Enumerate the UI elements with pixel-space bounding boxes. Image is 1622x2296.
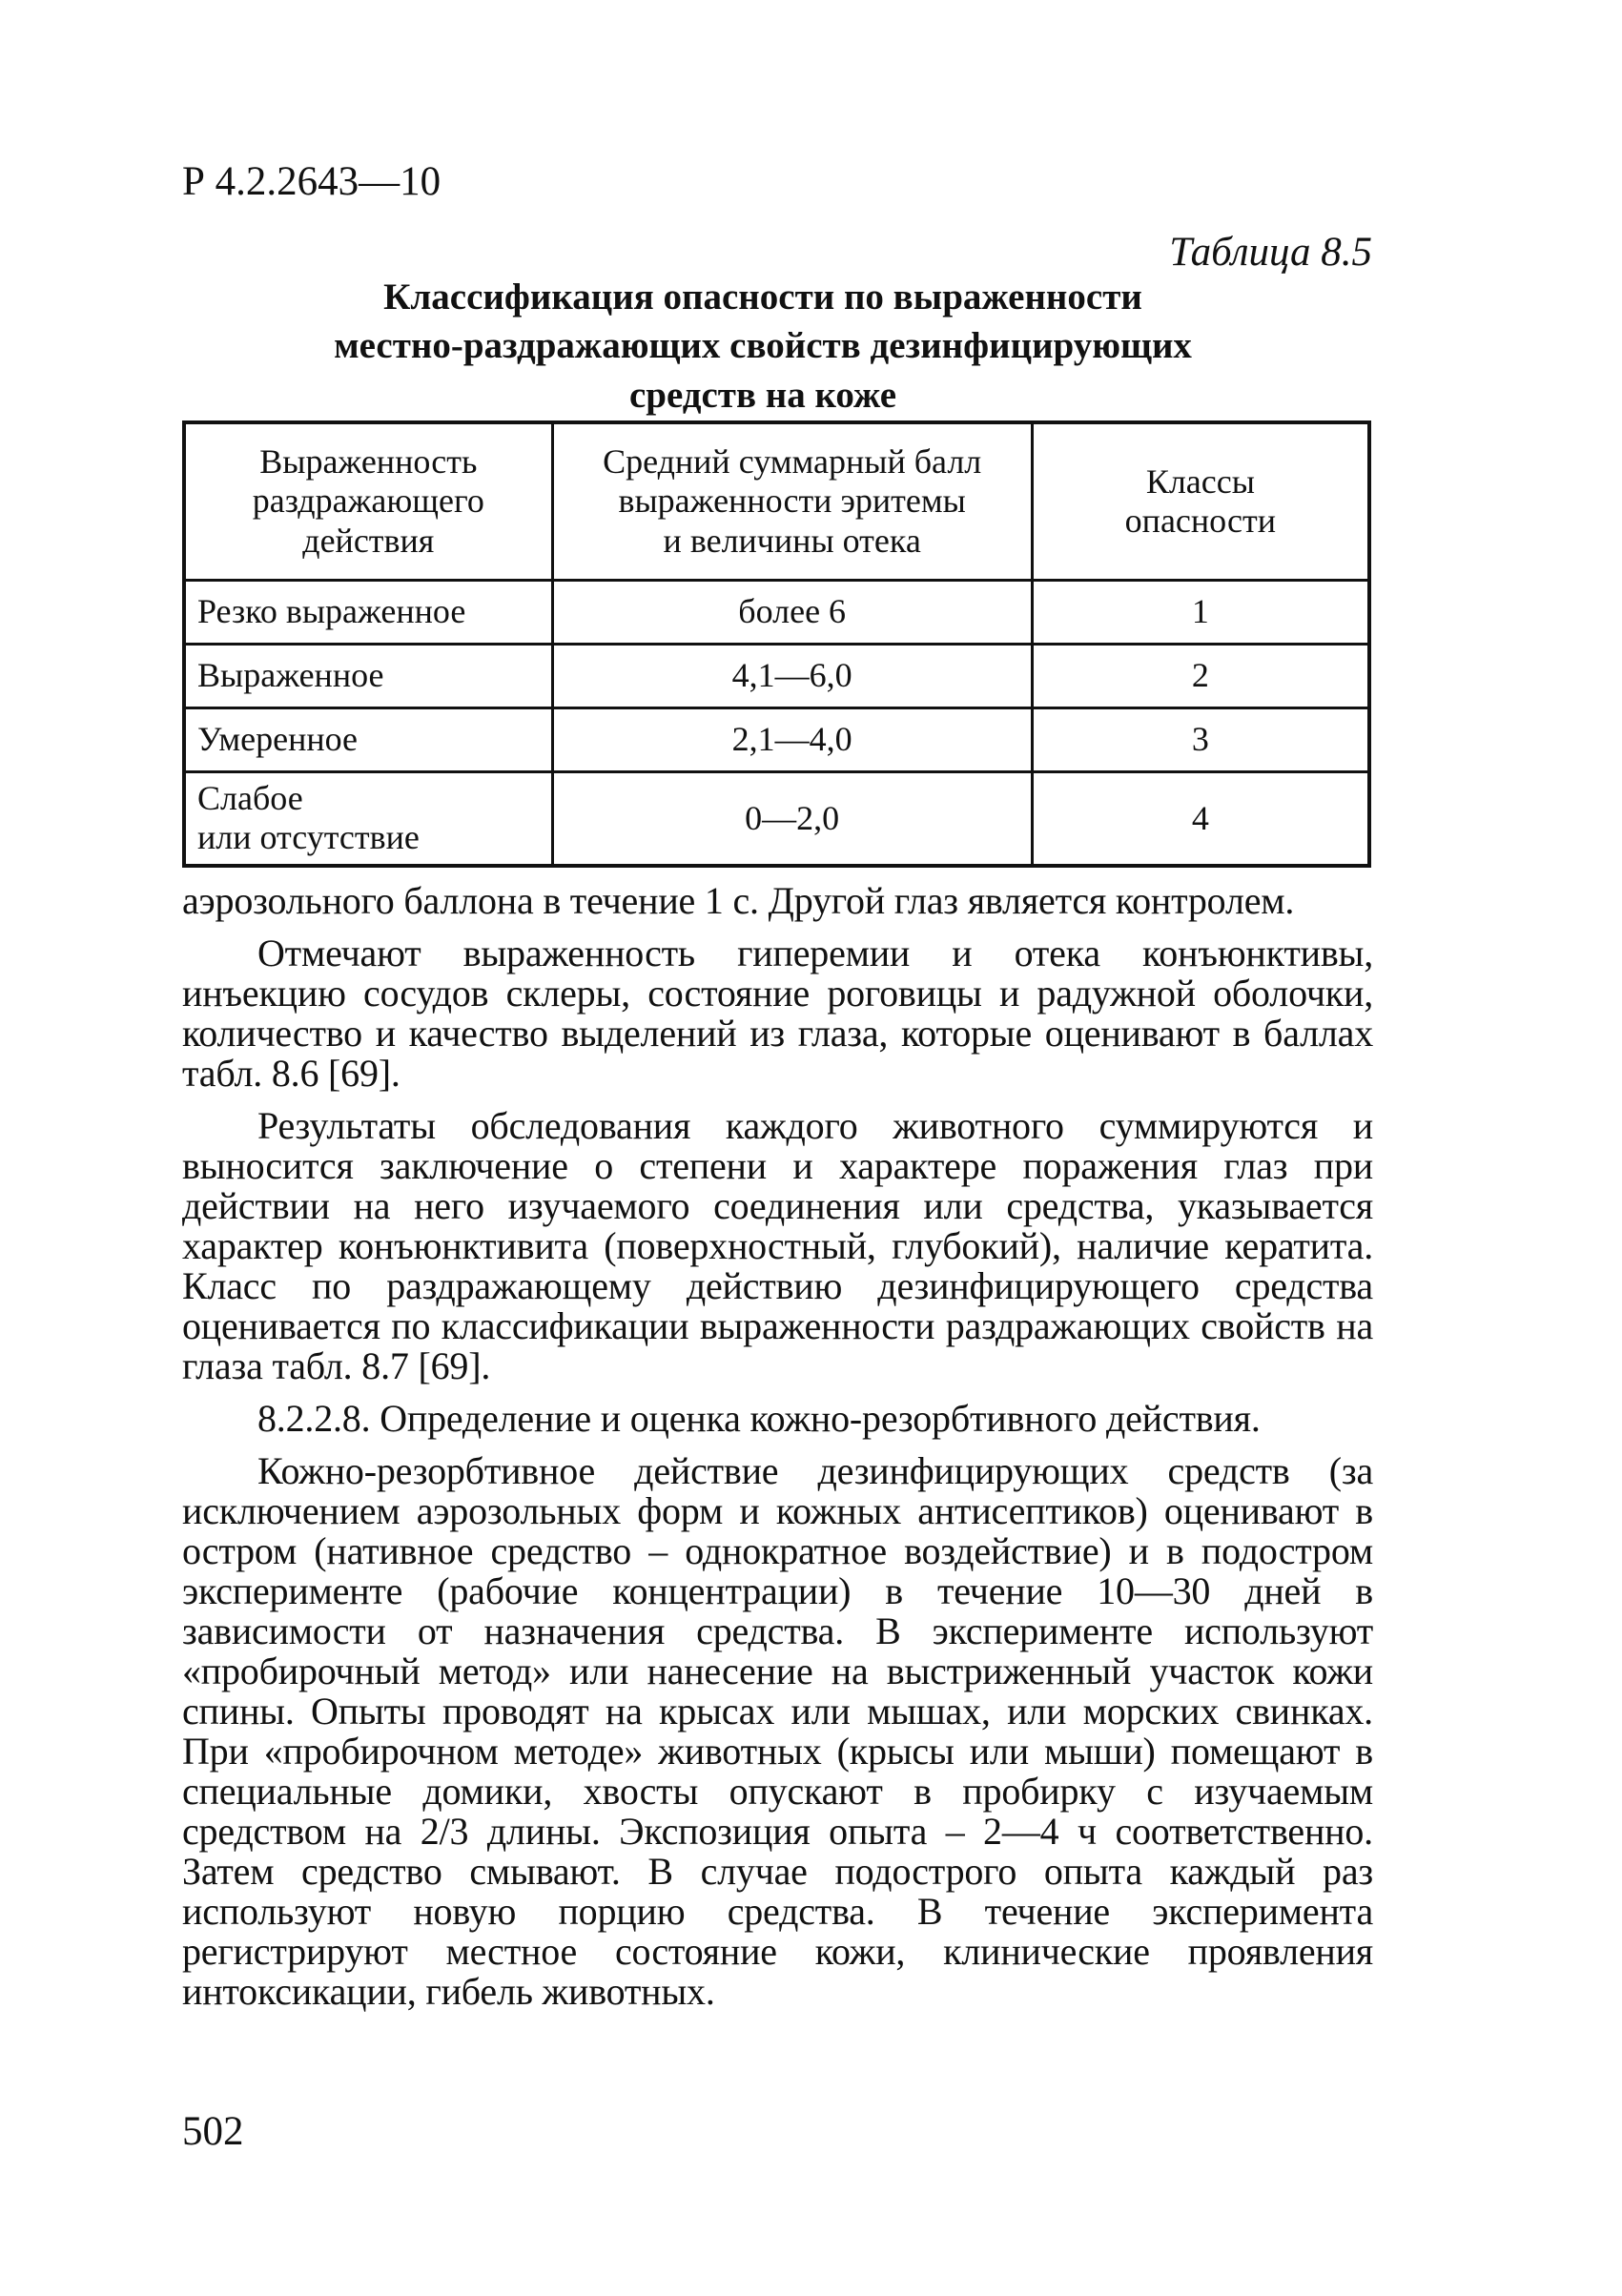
cell-score: более 6 bbox=[552, 581, 1032, 645]
table-row bbox=[184, 645, 1369, 708]
table-title bbox=[0, 273, 1526, 420]
paragraph: Отмечают выраженность гиперемии и отека конъюнктивы, инъекцию сосудов склеры, состояние роговицы и радужной оболочки, количество и качество выделений из глаза, которые оценивают в баллах табл. 8.6 [69]. bbox=[182, 932, 1373, 1095]
page-number: 502 bbox=[182, 2109, 244, 2154]
cell-class: 4 bbox=[1032, 772, 1369, 866]
body-text bbox=[182, 881, 1373, 2024]
table-row bbox=[184, 708, 1369, 772]
cell-class: 2 bbox=[1032, 645, 1369, 708]
hazard-classification-table bbox=[182, 420, 1371, 868]
document-code: Р 4.2.2643—10 bbox=[182, 159, 441, 204]
paragraph: Результаты обследования каждого животного суммируются и выносится заключение о степени и характере поражения глаз при действии на него изучаемого соединения или средства, указывается характер конъюнктивита (поверхностный, глубокий), наличие кератита. Класс по раздражающему действию дезинфицирующего средства оценивается по классификации выраженности раздражающих свойств на глаза табл. 8.7 [69]. bbox=[182, 1104, 1373, 1387]
cell-score: 2,1—4,0 bbox=[552, 708, 1032, 772]
table-header-row bbox=[184, 422, 1369, 581]
cell-severity: Умеренное bbox=[184, 708, 552, 772]
table-row bbox=[184, 772, 1369, 866]
cell-severity: Резко выраженное bbox=[184, 581, 552, 645]
column-header-score: Средний суммарный балл выраженности эритемы и величины отека bbox=[552, 422, 1032, 581]
table-row bbox=[184, 581, 1369, 645]
paragraph: Кожно-резорбтивное действие дезинфицирующих средств (за исключением аэрозольных форм и кожных антисептиков) оценивают в остром (нативное средство – однократное воздействие) и в подостром эксперименте (рабочие концентрации) в течение 10—30 дней в зависимости от назначения средства. В эксперименте используют «пробирочный метод» или нанесение на выстриженный участок кожи спины. Опыты проводят на крысах или мышах, или морских свинках. При «пробирочном методе» животных (крысы или мыши) помещают в специальные домики, хвосты опускают в пробирку с изучаемым средством на 2/3 длины. Экспозиция опыта – 2—4 ч соответственно. Затем средство смывают. В случае подострого опыта каждый раз используют новую порцию средства. В течение эксперимента регистрируют местное состояние кожи, клинические проявления интоксикации, гибель животных. bbox=[182, 1449, 1373, 2013]
cell-class: 1 bbox=[1032, 581, 1369, 645]
paragraph: аэрозольного баллона в течение 1 с. Другой глаз является контролем. bbox=[182, 879, 1295, 922]
column-header-hazard-class: Классы опасности bbox=[1032, 422, 1369, 581]
section-heading: 8.2.2.8. Определение и оценка кожно-резорбтивного действия. bbox=[257, 1397, 1261, 1440]
cell-score: 4,1—6,0 bbox=[552, 645, 1032, 708]
table-title-line: местно-раздражающих свойств дезинфицирующих bbox=[334, 325, 1192, 367]
cell-score: 0—2,0 bbox=[552, 772, 1032, 866]
cell-class: 3 bbox=[1032, 708, 1369, 772]
cell-severity: Выраженное bbox=[184, 645, 552, 708]
table-title-line: Классификация опасности по выраженности bbox=[383, 277, 1142, 318]
cell-severity: Слабое или отсутствие bbox=[184, 772, 552, 866]
table-number: Таблица 8.5 bbox=[1169, 230, 1372, 275]
column-header-severity: Выраженность раздражающего действия bbox=[184, 422, 552, 581]
table-title-line: средств на коже bbox=[628, 374, 897, 416]
